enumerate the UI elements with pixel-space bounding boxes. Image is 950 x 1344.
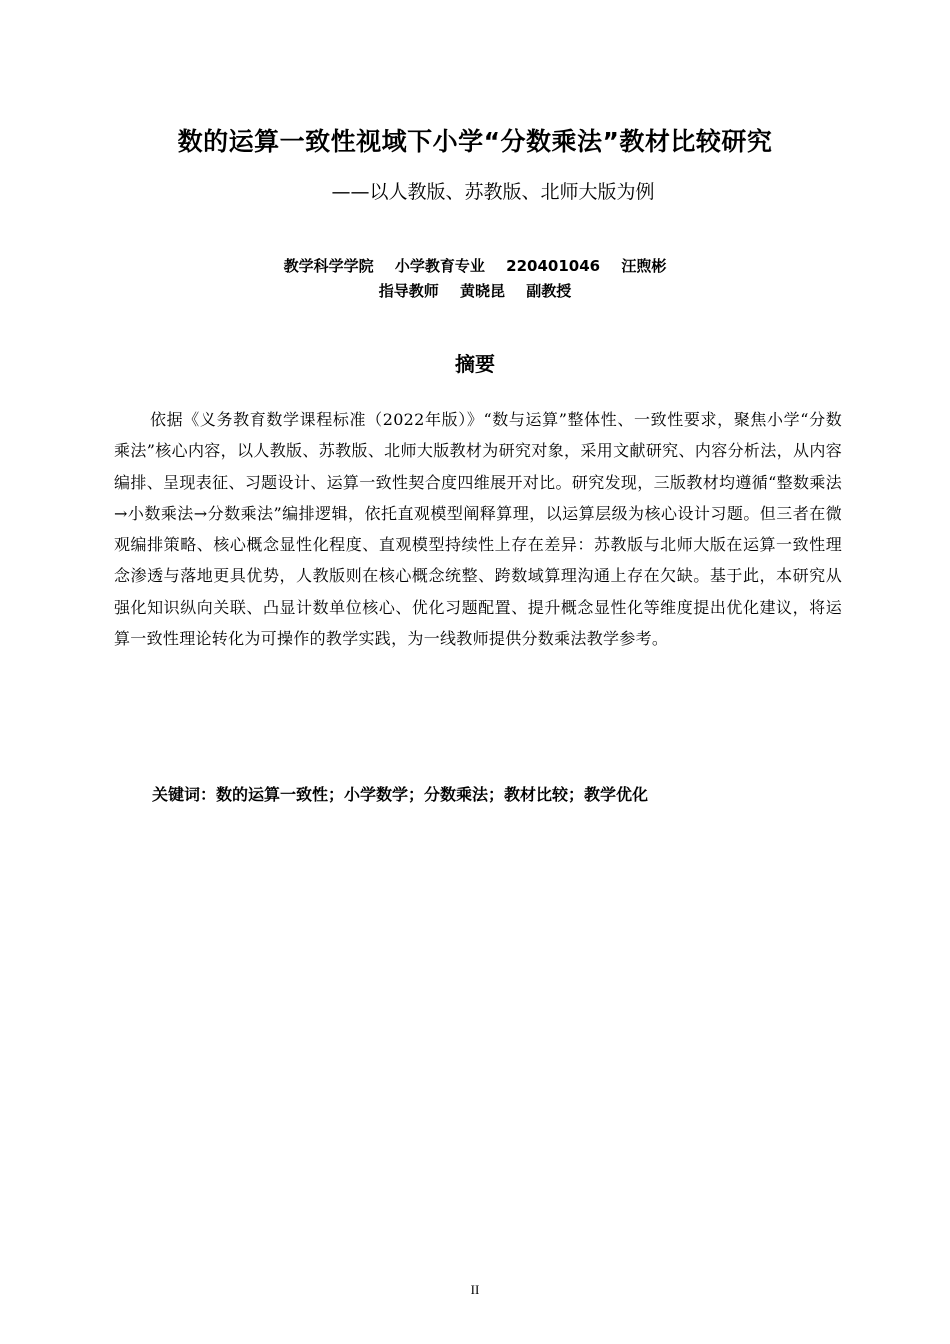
advisor-name: 黄晓昆 [459,282,505,300]
advisor-label: 指导教师 [378,282,439,300]
author-name: 汪煦彬 [621,257,667,275]
advisor-info [0,280,950,302]
author-student-id: 220401046 [506,257,601,275]
advisor-title: 副教授 [526,282,572,300]
author-major: 小学教育专业 [394,257,485,275]
paper-title: 数的运算一致性视域下小学“分数乘法”教材比较研究 [177,127,773,156]
paper-subtitle: ——以人教版、苏教版、北师大版为例 [331,181,655,203]
page-number: II [470,1282,480,1297]
author-info [0,255,950,277]
abstract-heading: 摘要 [455,352,495,376]
keywords-line: 关键词：数的运算一致性；小学数学；分数乘法；教材比较；教学优化 [152,785,649,804]
author-college: 教学科学学院 [283,257,374,275]
abstract-body: 依据《义务教育数学课程标准（2022年版）》“数与运算”整体性、一致性要求，聚焦小学“分数乘法”核心内容，以人教版、苏教版、北师大版教材为研究对象，采用文献研究、内容分析法，从内容编排、呈现表征、习题设计、运算一致性契合度四维展开对比。研究发现，三版教材均遵循“整数乘法→小数乘法→分数乘法”编排逻辑，依托直观模型阐释算理，以运算层级为核心设计习题。但三者在微观编排策略、核心概念显性化程度、直观模型持续性上存在差异：苏教版与北师大版在运算一致性理念渗透与落地更具优势，人教版则在核心概念统整、跨数域算理沟通上存在欠缺。基于此，本研究从强化知识纵向关联、凸显计数单位核心、优化习题配置、提升概念显性化等维度提出优化建议，将运算一致性理论转化为可操作的教学实践，为一线教师提供分数乘法教学参考。 [114,410,842,649]
